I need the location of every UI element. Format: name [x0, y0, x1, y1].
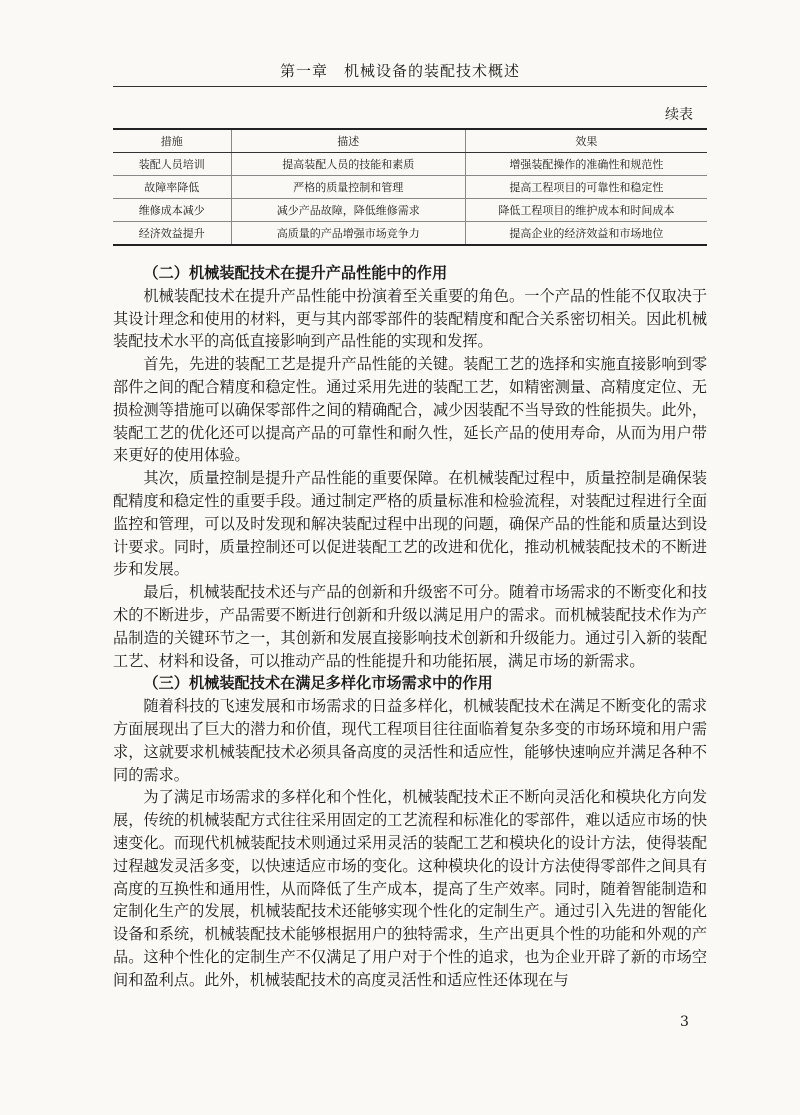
- table-cell: 经济效益提升: [113, 222, 231, 246]
- table-header-row: [113, 129, 707, 153]
- table-header-cell: 措施: [113, 129, 231, 153]
- table-cell: 提高企业的经济效益和市场地位: [465, 222, 707, 246]
- paragraph: 为了满足市场需求的多样化和个性化，机械装配技术正不断向灵活化和模块化方向发展，传统的机械装配方式往往采用固定的工艺流程和标准化的零部件，难以适应市场的快速变化。而现代机械装配技术则通过采用灵活的装配工艺和模块化的设计方法，使得装配过程越发灵活多变，以快速适应市场的变化。这种模块化的设计方法使得零部件之间具有高度的互换性和通用性，从而降低了生产成本，提高了生产效率。同时，随着智能制造和定制化生产的发展，机械装配技术还能够实现个性化的定制生产。通过引入先进的智能化设备和系统，机械装配技术能够根据用户的独特需求，生产出更具个性的功能和外观的产品。这种个性化的定制生产不仅满足了用户对于个性的追求，也为企业开辟了新的市场空间和盈利点。此外，机械装配技术的高度灵活性和适应性还体现在与: [113, 788, 707, 989]
- table-cell: 严格的质量控制和管理: [231, 176, 465, 199]
- measures-table: [113, 128, 707, 246]
- paragraph: 最后，机械装配技术还与产品的创新和升级密不可分。随着市场需求的不断变化和技术的不断进步，产品需要不断进行创新和升级以满足用户的需求。而机械装配技术作为产品制造的关键环节之一，其创新和发展直接影响技术创新和升级能力。通过引入新的装配工艺、材料和设备，可以推动产品的性能提升和功能拓展，满足市场的新需求。: [113, 583, 707, 670]
- table-cell: 降低工程项目的维护成本和时间成本: [465, 199, 707, 222]
- table-cell: 装配人员培训: [113, 153, 231, 176]
- table-row: [113, 222, 707, 246]
- header-rule: [113, 86, 707, 87]
- table-row: [113, 176, 707, 199]
- table-cell: 提高装配人员的技能和素质: [231, 153, 465, 176]
- section-heading: （三）机械装配技术在满足多样化市场需求中的作用: [143, 674, 493, 693]
- table-cell: 增强装配操作的准确性和规范性: [465, 153, 707, 176]
- table-header-cell: 描述: [231, 129, 465, 153]
- table-cell: 提高工程项目的可靠性和稳定性: [465, 176, 707, 199]
- table-cell: 高质量的产品增强市场竞争力: [231, 222, 465, 246]
- table-cell: 故障率降低: [113, 176, 231, 199]
- table-cell: 维修成本减少: [113, 199, 231, 222]
- table-continued-label: 续表: [665, 107, 693, 123]
- table-row: [113, 153, 707, 176]
- section-heading: （二）机械装配技术在提升产品性能中的作用: [143, 264, 448, 282]
- page-number: 3: [680, 1014, 689, 1030]
- body-text: [113, 262, 707, 992]
- paragraph: 其次，质量控制是提升产品性能的重要保障。在机械装配过程中，质量控制是确保装配精度和稳定性的重要手段。通过制定严格的质量标准和检验流程，对装配过程进行全面监控和管理，可以及时发现和解决装配过程中出现的问题，确保产品的性能和质量达到设计要求。同时，质量控制还可以促进装配工艺的改进和优化，推动机械装配技术的不断进步和发展。: [113, 469, 707, 579]
- paragraph: 随着科技的飞速发展和市场需求的日益多样化，机械装配技术在满足不断变化的需求方面展现出了巨大的潜力和价值，现代工程项目往往面临着复杂多变的市场环境和用户需求，这就要求机械装配技术必须具备高度的灵活性和适应性，能够快速响应并满足各种不同的需求。: [113, 697, 707, 784]
- table-cell: 减少产品故障，降低维修需求: [231, 199, 465, 222]
- paragraph: 首先，先进的装配工艺是提升产品性能的关键。装配工艺的选择和实施直接影响到零部件之间的配合精度和稳定性。通过采用先进的装配工艺，如精密测量、高精度定位、无损检测等措施可以确保零部件之间的精确配合，减少因装配不当导致的性能损失。此外，装配工艺的优化还可以提高产品的可靠性和耐久性，延长产品的使用寿命，从而为用户带来更好的使用体验。: [113, 355, 707, 465]
- paragraph: 机械装配技术在提升产品性能中扮演着至关重要的角色。一个产品的性能不仅取决于其设计理念和使用的材料，更与其内部零部件的装配精度和配合关系密切相关。因此机械装配技术水平的高低直接影响到产品性能的实现和发挥。: [113, 286, 707, 351]
- table-header-cell: 效果: [465, 129, 707, 153]
- running-header: 第一章 机械设备的装配技术概述: [279, 62, 520, 80]
- table-row: [113, 199, 707, 222]
